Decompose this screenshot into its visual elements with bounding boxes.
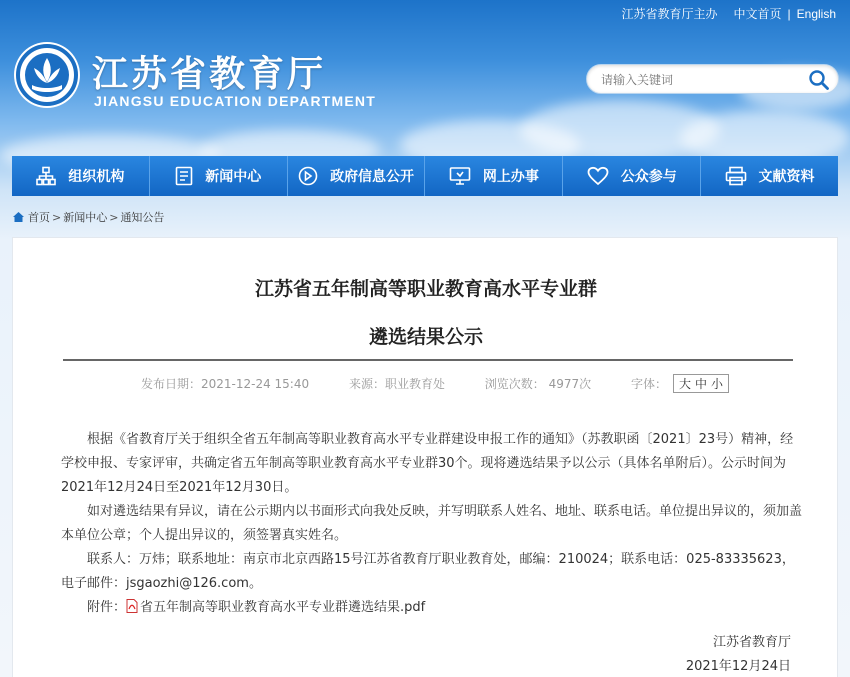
nav-item-participation[interactable] [563, 156, 701, 196]
nav-item-label: 新闻中心 [205, 169, 262, 185]
pdf-icon [126, 599, 138, 613]
breadcrumb-notices[interactable]: 通知公告 [120, 211, 165, 224]
monitor-icon [449, 166, 471, 186]
printer-icon [725, 166, 747, 186]
article-body [61, 428, 803, 620]
search-box [586, 64, 839, 94]
news-icon [175, 166, 193, 186]
article-source: 来源：职业教育处 [348, 377, 445, 391]
view-count: 浏览次数： 4977次 [484, 377, 592, 391]
search-input[interactable] [601, 71, 791, 89]
jiangsu-education-logo[interactable] [12, 40, 82, 110]
attachment-line [61, 596, 803, 620]
article-title-line1: 江苏省五年制高等职业教育高水平专业群 [254, 278, 597, 300]
nav-item-online-service[interactable] [425, 156, 563, 196]
font-size-switcher [673, 374, 729, 393]
nav-item-disclosure[interactable] [288, 156, 426, 196]
breadcrumb-separator: > [109, 210, 119, 224]
article-paragraph: 如对遴选结果有异议，请在公示期内以书面形式向我处反映，并写明联系人姓名、地址、联系电话。单位提出异议的，须加盖本单位公章；个人提出异议的，须签署真实姓名。 [61, 504, 803, 543]
site-name: 江苏省教育厅 [92, 54, 327, 95]
article-meta [13, 374, 839, 393]
host-label: 江苏省教育厅主办 [621, 7, 718, 21]
font-size-large-button[interactable]: 大 [678, 377, 691, 391]
article-panel [12, 237, 838, 677]
english-link[interactable]: English [796, 7, 836, 21]
nav-item-label: 网上办事 [482, 169, 539, 185]
search-icon[interactable] [808, 69, 830, 91]
signature-date: 2021年12月24日 [685, 659, 791, 674]
nav-item-documents[interactable] [701, 156, 838, 196]
chinese-home-link[interactable]: 中文首页 [733, 7, 782, 21]
font-size-medium-button[interactable]: 中 [695, 377, 708, 391]
main-nav [12, 156, 838, 196]
title-divider [63, 359, 793, 361]
home-icon [12, 211, 25, 223]
disclosure-icon [298, 166, 318, 186]
nav-item-label: 组织机构 [68, 169, 125, 185]
attachment-label: 附件： [87, 600, 127, 615]
article-paragraph: 根据《省教育厅关于组织全省五年制高等职业教育高水平专业群建设申报工作的通知》（苏教职函〔2021〕23号）精神，经学校申报、专家评审，共确定省五年制高等职业教育高水平专业群30个。现将遴选结果予以公示（具体名单附后）。公示时间为2021年12月24日至2021年12月30日。 [61, 432, 794, 495]
breadcrumb-separator: > [52, 210, 62, 224]
top-links [621, 5, 836, 22]
article-paragraph: 联系人：万炜；联系地址：南京市北京西路15号江苏省教育厅职业教育处，邮编：210024；联系电话：025-83335623，电子邮件：jsgaozhi@126.com。 [61, 552, 795, 591]
nav-item-label: 公众参与 [620, 169, 677, 185]
org-chart-icon [36, 166, 56, 186]
font-size-small-button[interactable]: 小 [711, 377, 724, 391]
nav-item-organization[interactable] [12, 156, 150, 196]
site-name-en: JIANGSU EDUCATION DEPARTMENT [94, 93, 376, 109]
breadcrumb [12, 209, 164, 225]
nav-item-label: 政府信息公开 [330, 169, 415, 185]
signature-org: 江苏省教育厅 [712, 635, 791, 650]
font-size-label: 字体： [630, 377, 667, 391]
attachment-link[interactable]: 省五年制高等职业教育高水平专业群遴选结果.pdf [140, 600, 426, 615]
top-links-separator: | [787, 7, 791, 21]
breadcrumb-home[interactable]: 首页 [28, 211, 50, 224]
breadcrumb-news[interactable]: 新闻中心 [63, 211, 108, 224]
signature-block [686, 631, 791, 677]
heart-icon [587, 166, 609, 186]
article-title-line2: 遴选结果公示 [368, 326, 483, 348]
nav-item-label: 文献资料 [758, 169, 815, 185]
publish-date: 发布日期：2021-12-24 15:40 [140, 377, 310, 391]
nav-item-news[interactable] [150, 156, 288, 196]
